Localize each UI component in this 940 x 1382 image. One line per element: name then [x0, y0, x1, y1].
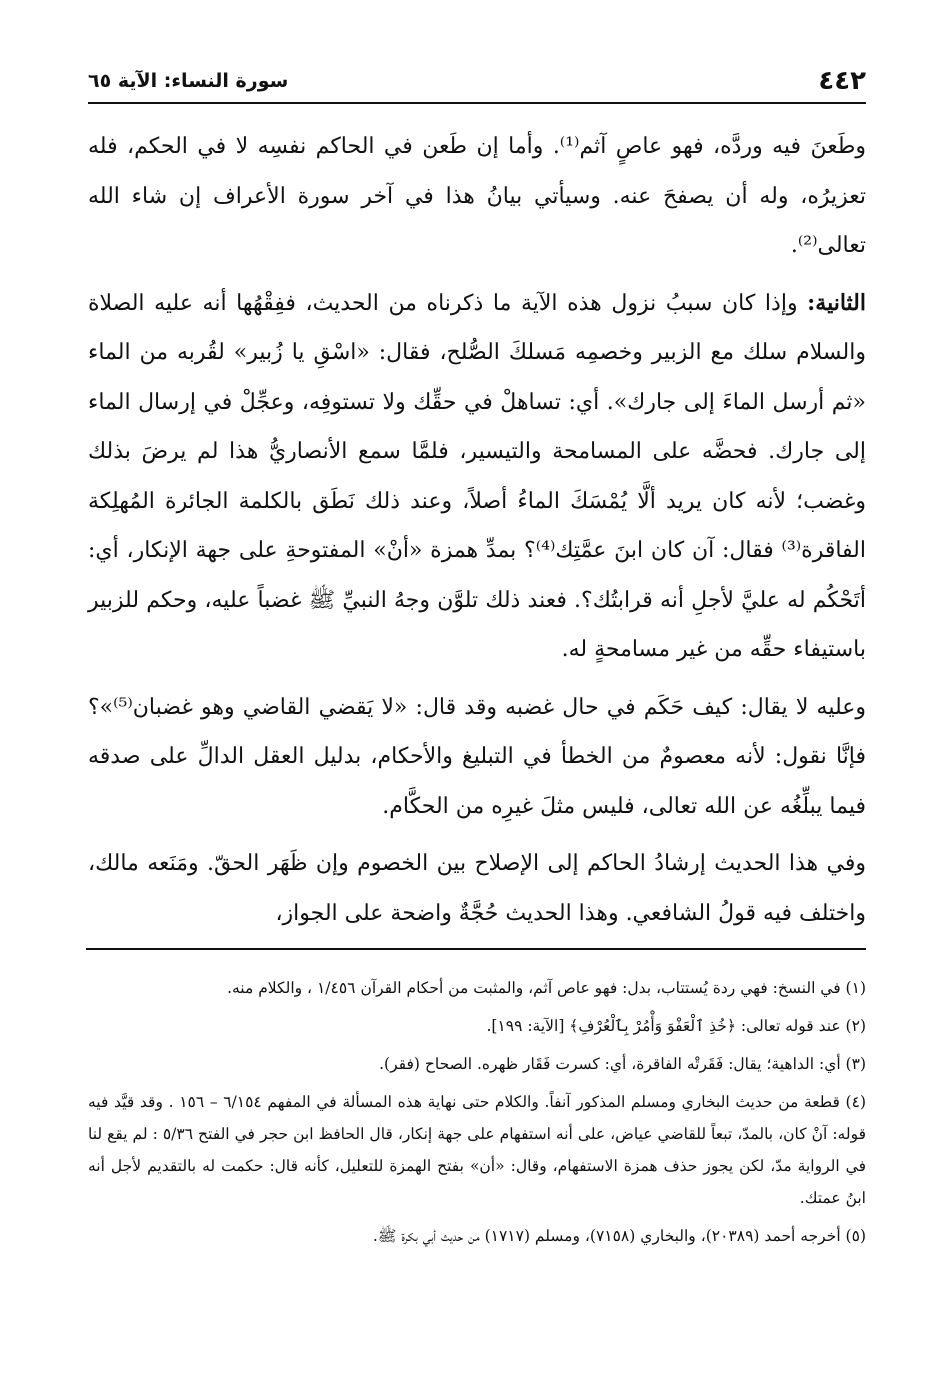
book-page [88, 62, 866, 1258]
page-number: ٤٤٢ [818, 66, 866, 96]
footnote: (٣) أي: الداهية؛ يقال: فَقَرتْه الفاقرة، أي: كسرت فَقَار ظهره. الصحاح (فقر). [379, 1055, 866, 1073]
footnotes [88, 972, 866, 1252]
footnote: (١) في النسخ: فهي ردة يُستتاب، بدل: فهو عاص آثم، والمثبت من أحكام القرآن ١/٤٥٦ ، والكلام منه. [227, 979, 866, 997]
paragraph-text: وإذا كان سببُ نزول هذه الآية ما ذكرناه من الحديث، ففِقْهُها أنه عليه الصلاة والسلام سلك مع الزبير وخصمِه مَسلكَ الصُّلح، فقال: «اسْقِ يا زُبير» لقُربه من الماء «ثم أرسل الماءَ إلى جارك». أي: تساهلْ في حقِّك ولا تستوفِه، وعجِّلْ في إرسال الماء إلى جارك. فحضَّه على المسامحة والتيسير، فلمَّا سمع الأنصاريُّ هذا لم يرضَ بذلك وغضب؛ لأنه كان يريد ألَّا يُمْسَكَ الماءُ أصلاً، وعند ذلك نَطَق بالكلمة الجائرة المُهلِكة الفاقرة⁽³⁾ فقال: آن كان ابنَ عمَّتِك⁽⁴⁾؟ بمدِّ همزة «أنْ» المفتوحةِ على جهة الإنكار، أي: أتَحْكُم له عليَّ لأجلِ أنه قرابتُك؟. فعند ذلك تلوَّن وجهُ النبيِّ ﷺ غضباً عليه، وحكم للزبير باستيفاء حقِّه من غير مسامحةٍ له. [88, 290, 866, 662]
paragraph: وطَعنَ فيه وردَّه، فهو عاصٍ آثم⁽¹⁾. وأما إن طَعن في الحاكم نفسِه لا في الحكم، فله تعزيرُه، وله أن يصفحَ عنه. وسيأتي بيانُ هذا في آخر سورة الأعراف إن شاء الله تعالى⁽²⁾. [88, 134, 866, 258]
footnote: (٤) قطعة من حديث البخاري ومسلم المذكور آنفاً. والكلام حتى نهاية هذه المسألة في المفهم ٦/١٥٤ – ١٥٦ . وقد قيَّد فيه قوله: آنْ كان، بالمدّ، تبعاً للقاضي عياض، على أنه استفهام على جهة إنكار، قال الحافظ ابن حجر في الفتح ٥/٣٦ : لم يقع لنا في الرواية مدّ، لكن يجوز حذف همزة الاستفهام، وقال: «أن» بفتح الهمزة للتعليل، كأنه قال: حكمت له بالتقديم لأجل أنه ابنُ عمتك. [88, 1093, 867, 1207]
paragraph: وعليه لا يقال: كيف حَكَم في حال غضبه وقد قال: «لا يَقضي القاضي وهو غضبان⁽⁵⁾»؟ فإنَّا نقول: لأنه معصومٌ من الخطأ في التبليغ والأحكام، بدليل العقل الدالِّ على صدقه فيما يبلِّغُه عن الله تعالى، فليس مثلَ غيرِه من الحكَّام. [88, 694, 866, 819]
footnote: (٢) عند قوله تعالى: ﴿خُذِ ٱلْعَفْوَ وَأْمُرْ بِٱلْعُرْفِ﴾ [الآية: ١٩٩]. [486, 1017, 866, 1035]
main-text [88, 122, 866, 938]
paragraph [88, 279, 866, 675]
footnote-separator [86, 948, 866, 950]
footnote: (٥) أخرجه أحمد (٢٠٣٨٩)، والبخاري (٧١٥٨)، ومسلم (١٧١٧) من حديث أبي بكرة ﷺ. [372, 1227, 866, 1245]
paragraph: وفي هذا الحديث إرشادُ الحاكم إلى الإصلاح بين الخصوم وإن ظَهَر الحقّ. ومَنَعه مالك، واختلف فيه قولُ الشافعي. وهذا الحديث حُجَّةٌ واضحة على الجواز، [88, 851, 866, 926]
running-head [88, 62, 866, 104]
surah-title: سورة النساء: الآية ٦٥ [88, 70, 289, 92]
section-lead: الثانية: [807, 289, 866, 316]
